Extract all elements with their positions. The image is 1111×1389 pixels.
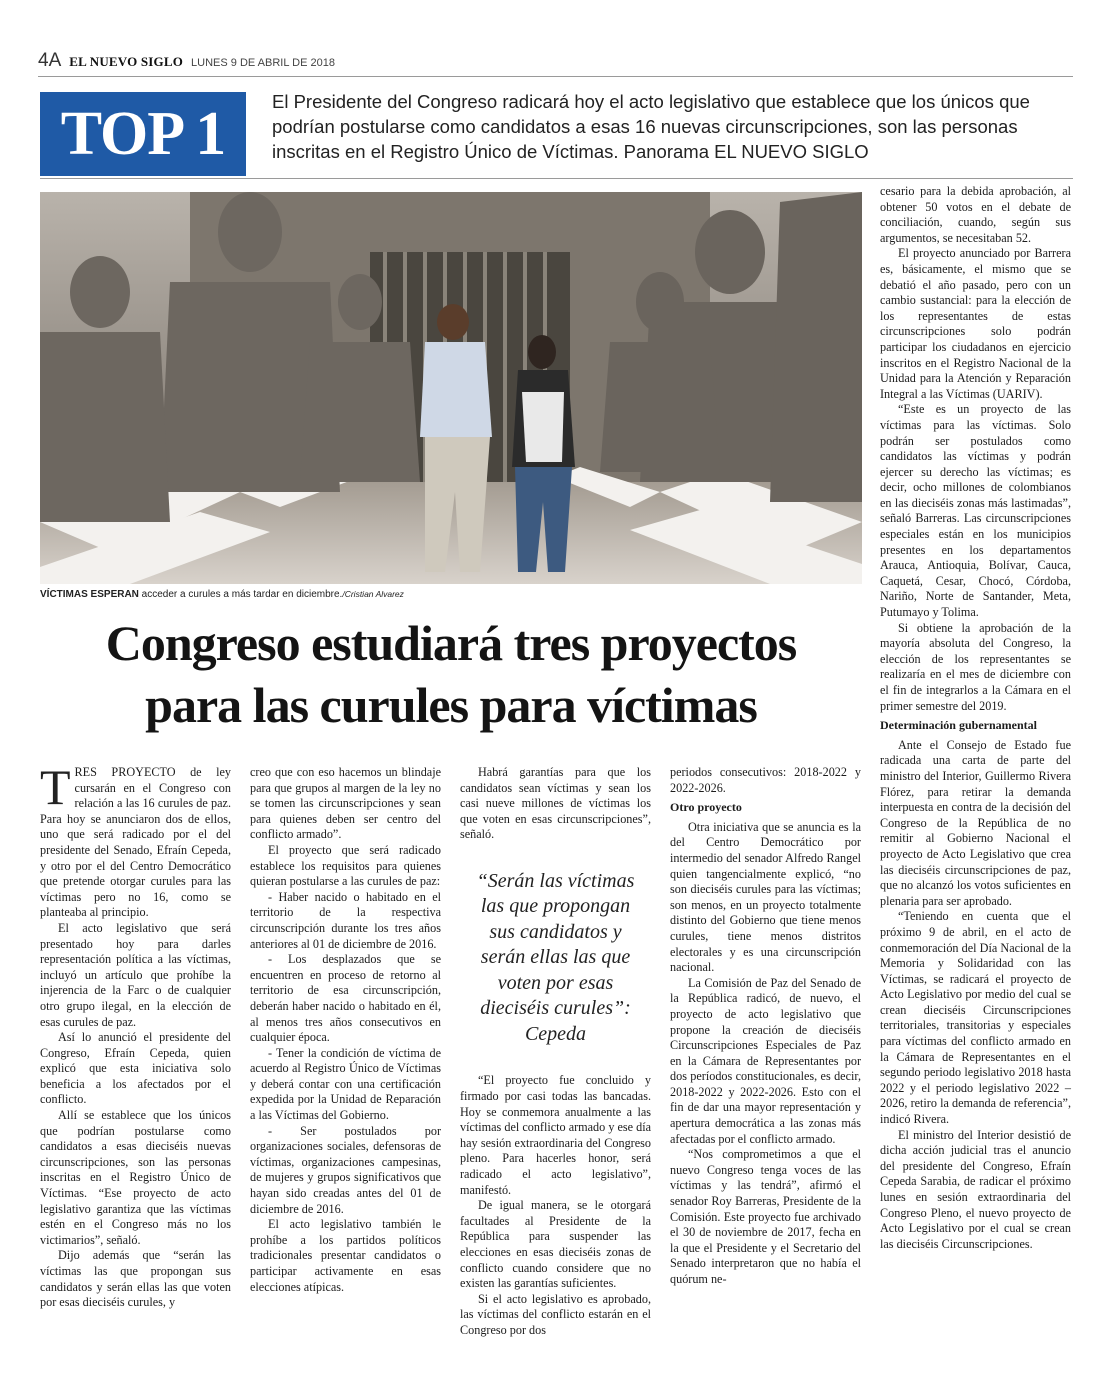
caption-text: acceder a curules a más tardar en diciembre.	[138, 589, 343, 600]
header-divider	[38, 76, 1073, 77]
article-paragraph: “Teniendo en cuenta que el próximo 9 de abril, en el acto de conmemoración del Día Nacional de la Memoria y Solidaridad con las Víctimas, se radicará el proyecto de Acto Legislativo por medio del cual se crean dieciséis Circunscripciones territoriales, transitorias y especiales para víctimas del conflicto armado en la Cámara de Representantes en el segundo periodo legislativo 2018 hasta 2022 y el periodo legislativo 2022 – 2026, retiro la demanda de referencia”, indicó Rivera.	[880, 909, 1071, 1127]
subheading-otro-proyecto: Otro proyecto	[670, 800, 742, 815]
article-paragraph: Ante el Consejo de Estado fue radicada una carta de parte del ministro del Interior, Guillermo Rivera Flórez, para retirar la demanda interpuesta en contra de la decisión del Congreso de la República de no remitir al Gobierno Nacional el proyecto de Acto Legislativo que crea las dieciséis circunscripciones de paz, que no alcanzó los votos suficientes en plenaria para ser aprobado.	[880, 737, 1071, 908]
article-column-1	[40, 759, 231, 1311]
banner-divider	[40, 178, 1073, 179]
headline	[40, 612, 862, 736]
article-paragraph: “Este es un proyecto de las víctimas para las víctimas. Solo podrán ser postulados como candidatos las víctimas y podrán ejercer su derecho las víctimas; es decir, ocho millones de colombianos en las dieciséis zonas más lastimadas”, señaló Barreras. Las circunscripciones especiales están en los municipios presentes en los departamentos Arauca, Antioquia, Bolívar, Cauca, Caquetá, Cesar, Chocó, Córdoba, Nariño, Norte de Santander, Meta, Putumayo y Tolima.	[880, 402, 1071, 620]
article-column-3	[460, 765, 651, 1339]
article-paragraph: creo que con eso hacemos un blindaje para que grupos al margen de la ley no se tomen las circunscripciones y sean para quienes deben ser centro del conflicto armado”.	[250, 765, 441, 842]
drop-cap: T	[40, 759, 71, 815]
caption-lead: VÍCTIMAS ESPERAN	[40, 589, 139, 600]
page-header	[38, 50, 335, 74]
article-paragraph: De igual manera, se le otorgará facultades al Presidente de la República para suspender las elecciones en esas dieciséis zonas de conflicto cuando considere que no existen las garantías suficientes.	[460, 1198, 651, 1291]
page-number: 4A	[38, 50, 62, 71]
article-paragraph: - Tener la condición de víctima de acuerdo al Registro Único de Víctimas y deberá contar con una certificación expedida por la Unidad de Reparación a las Víctimas del Gobierno.	[250, 1045, 441, 1123]
newspaper-name: EL NUEVO SIGLO	[69, 54, 184, 69]
article-paragraph: El acto legislativo también le prohíbe a los partidos políticos tradicionales presentar candidatos o participar activamente en esas elecciones atípicas.	[250, 1217, 441, 1294]
article-paragraph: “Nos comprometimos a que el nuevo Congreso tenga voces de las víctimas y las tendrá”, afirmó el senador Roy Barreras, Presidente de la Comisión. Este proyecto fue archivado el 30 de noviembre de 2017, fecha en la que el Presidente y el Secretario del Senado interpretaron que no había el quórum ne-	[670, 1147, 861, 1286]
subheading-determinacion: Determinación gubernamental	[880, 718, 1037, 733]
article-paragraph: TRES PROYECTO de ley cursarán en el Congreso con relación a las 16 curules de paz. Para hoy se anunciaron dos de ellos, uno que será radicado por el del presidente del Senado, Efraín Cepeda, y otro por el del Centro Democrático que pretende otorgar curules para las víctimas pero no 16, como se planteaba al principio.	[40, 759, 231, 920]
news-photo	[40, 192, 862, 584]
headline-line-1: Congreso estudiará tres proyectos	[105, 615, 797, 671]
article-paragraph: Si obtiene la aprobación de la mayoría absoluta del Congreso, la elección de los representantes se realizaría en el mes de diciembre con el fin de integrarlos a la Cámara en el primer semestre del 2019.	[880, 620, 1071, 713]
article-paragraph: El acto legislativo que será presentado hoy para darles representación política a las víctimas, incluyó un artículo que prohíbe la injerencia de la Farc o de cualquier otro grupo ilegal, en la elección de esas curules de paz.	[40, 920, 231, 1029]
article-paragraph: “El proyecto fue concluido y firmado por casi todas las bancadas. Hoy se conmemora anualmente a las víctimas del conflicto armado y ese día hay sesión extraordinaria del Congreso pleno. Para hacerles honor, será radicado el acto legislativo”, manifestó.	[460, 1073, 651, 1197]
article-paragraph: Allí se establece que los únicos que podrían postularse como candidatos a esas dieciséis nuevas circunscripciones, son las personas inscritas en el Registro Único de Víctimas. “Ese proyecto de acto legislativo garantiza que las víctimas estén en el Congreso más no los victimarios”, señaló.	[40, 1108, 231, 1247]
article-paragraph: - Haber nacido o habitado en el territorio de la respectiva circunscripción durante los tres años anteriores al 01 de diciembre de 2016.	[250, 889, 441, 951]
article-paragraph: El proyecto que será radicado establece los requisitos para quienes quieran postularse a las curules de paz:	[250, 842, 441, 889]
article-paragraph: - Ser postulados por organizaciones sociales, defensoras de víctimas, organizaciones campesinas, de mujeres y grupos significativos que hayan sido creadas antes del 01 de diciembre de 2016.	[250, 1123, 441, 1216]
pull-quote: “Serán las víctimas las que propongan sus candidatos y serán ellas las que voten por esas dieciséis curules”: Cepeda	[476, 869, 635, 1045]
article-paragraph: Si el acto legislativo es aprobado, las víctimas del conflicto estarán en el Congreso por dos	[460, 1291, 651, 1337]
article-paragraph: - Los desplazados que se encuentren en proceso de retorno al territorio de esa circunscripción, deberán haber nacido o habitado en él, al menos tres años consecutivos en cualquier época.	[250, 952, 441, 1045]
article-paragraph: Habrá garantías para que los candidatos sean víctimas y sean los casi nueve millones de víctimas los que voten en esas circunscripciones”, señaló.	[460, 765, 651, 842]
article-paragraph: La Comisión de Paz del Senado de la República radicó, de nuevo, el proyecto de acto legislativo que propone la creación de dieciséis Circunscripciones Especiales de Paz en la Cámara de Representantes por dos períodos constitucionales, es decir, 2018-2022 y 2022-2026. Esto con el fin de dar una mayor representación y apertura democrática a las zonas más afectadas por el conflicto armado.	[670, 975, 861, 1146]
photo-caption	[40, 589, 862, 600]
article-paragraph: El ministro del Interior desistió de dicha acción judicial tras el anuncio del presidente del Congreso, Efraín Cepeda Sarabia, de radicar el próximo lunes en sesión extraordinaria del Congreso Pleno, el nuevo proyecto de Acto Legislativo por el cual se crean las dieciséis Circunscripciones.	[880, 1127, 1071, 1251]
article-paragraph: periodos consecutivos: 2018-2022 y 2022-2026.	[670, 765, 861, 795]
article-paragraph: Otra iniciativa que se anuncia es la del Centro Democrático por intermedio del senador Alfredo Rangel quien tangencialmente explicó, “no son dieciséis curules para las víctimas; son menos, en un proyecto totalmente distinto del Gobierno que tiene menos curules, tiene menos distritos electorales y es una circunscripción nacional.	[670, 819, 861, 975]
photo-illustration	[40, 192, 862, 584]
article-column-2	[250, 765, 441, 1295]
article-column-5	[880, 184, 1071, 1252]
top-badge-label: TOP 1	[60, 99, 226, 168]
issue-date: LUNES 9 DE ABRIL DE 2018	[191, 57, 335, 69]
top-summary: El Presidente del Congreso radicará hoy el acto legislativo que establece que los únicos que podrían postularse como candidatos a esas 16 nuevas circunscripciones, son las personas inscritas en el Registro Único de Víctimas. Panorama EL NUEVO SIGLO	[272, 91, 1030, 162]
article-paragraph: Así lo anunció el presidente del Congreso, Efraín Cepeda, quien explicó que esta iniciativa solo beneficia a los afectados por el conflicto.	[40, 1030, 231, 1107]
photo-credit: /Cristian Alvarez	[342, 589, 404, 599]
article-column-4	[670, 765, 861, 1288]
headline-line-2: para las curules para víctimas	[145, 677, 757, 733]
top-badge	[40, 92, 246, 176]
article-paragraph: Dijo además que “serán las víctimas las que propongan sus candidatos y serán ellas las que voten por esas dieciséis curules, y	[40, 1248, 231, 1310]
article-paragraph: cesario para la debida aprobación, al obtener 50 votos en el debate de conciliación, cuando, según sus argumentos, se necesitaban 52.	[880, 184, 1071, 245]
article-paragraph: El proyecto anunciado por Barrera es, básicamente, el mismo que se debatió el año pasado, pero con un cambio sustancial: para la elección de los representantes de estas circunscripciones solo podrán participar los ciudadanos en ejercicio inscritos en el Registro Nacional de la Unidad para la Atención y Reparación Integral a las Víctimas (UARIV).	[880, 246, 1071, 401]
